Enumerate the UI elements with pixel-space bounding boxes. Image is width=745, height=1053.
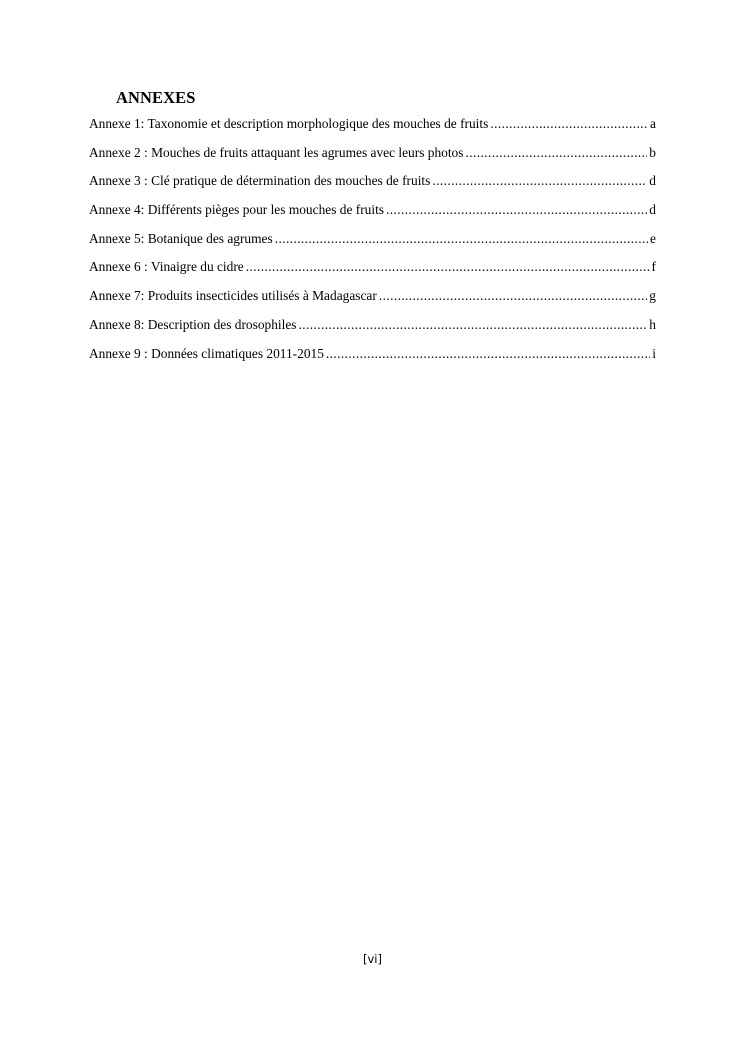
toc-entry-title: Annexe 5: Botanique des agrumes xyxy=(89,230,273,246)
toc-entry-title: Annexe 1: Taxonomie et description morphologique des mouches de fruits xyxy=(89,116,489,131)
toc-entry[interactable] xyxy=(89,344,656,364)
toc-entry-title: Annexe 8: Description des drosophiles xyxy=(89,316,297,332)
annexes-heading: ANNEXES xyxy=(116,88,196,107)
toc-entry[interactable] xyxy=(89,315,656,335)
toc-entry-page: g xyxy=(649,288,656,304)
annexes-table-of-contents xyxy=(89,114,656,372)
toc-dot-leader xyxy=(326,344,650,364)
toc-entry[interactable] xyxy=(89,143,656,163)
toc-entry[interactable] xyxy=(89,200,656,220)
toc-entry-title: Annexe 7: Produits insecticides utilisés à Madagascar xyxy=(89,288,377,304)
toc-entry[interactable] xyxy=(89,114,656,134)
toc-entry-title: Annexe 2 : Mouches de fruits attaquant les agrumes avec leurs photos xyxy=(89,144,464,160)
toc-dot-leader xyxy=(465,143,647,163)
toc-entry[interactable] xyxy=(89,286,656,306)
toc-entry-page: e xyxy=(650,230,656,246)
toc-entry[interactable] xyxy=(89,171,656,191)
toc-entry-page: d xyxy=(649,173,656,189)
toc-entry[interactable] xyxy=(89,257,656,277)
toc-dot-leader xyxy=(246,257,650,277)
toc-entry-page: a xyxy=(650,116,656,131)
toc-dot-leader xyxy=(275,229,648,249)
toc-entry-title: Annexe 3 : Clé pratique de détermination des mouches de fruits xyxy=(89,173,431,189)
page-number-footer: [vi] xyxy=(363,952,382,966)
toc-entry-page: b xyxy=(649,144,656,160)
toc-entry-page: h xyxy=(649,316,656,332)
toc-dot-leader xyxy=(386,200,647,220)
toc-dot-leader xyxy=(490,114,648,134)
toc-entry-page: f xyxy=(651,259,656,275)
toc-dot-leader xyxy=(299,315,648,335)
toc-entry-page: i xyxy=(652,345,656,361)
toc-entry-title: Annexe 6 : Vinaigre du cidre xyxy=(89,259,244,275)
toc-dot-leader xyxy=(432,171,647,191)
toc-entry-title: Annexe 9 : Données climatiques 2011-2015 xyxy=(89,345,324,361)
toc-dot-leader xyxy=(379,286,647,306)
toc-entry-page: d xyxy=(649,202,656,218)
toc-entry[interactable] xyxy=(89,229,656,249)
toc-entry-title: Annexe 4: Différents pièges pour les mouches de fruits xyxy=(89,202,385,218)
